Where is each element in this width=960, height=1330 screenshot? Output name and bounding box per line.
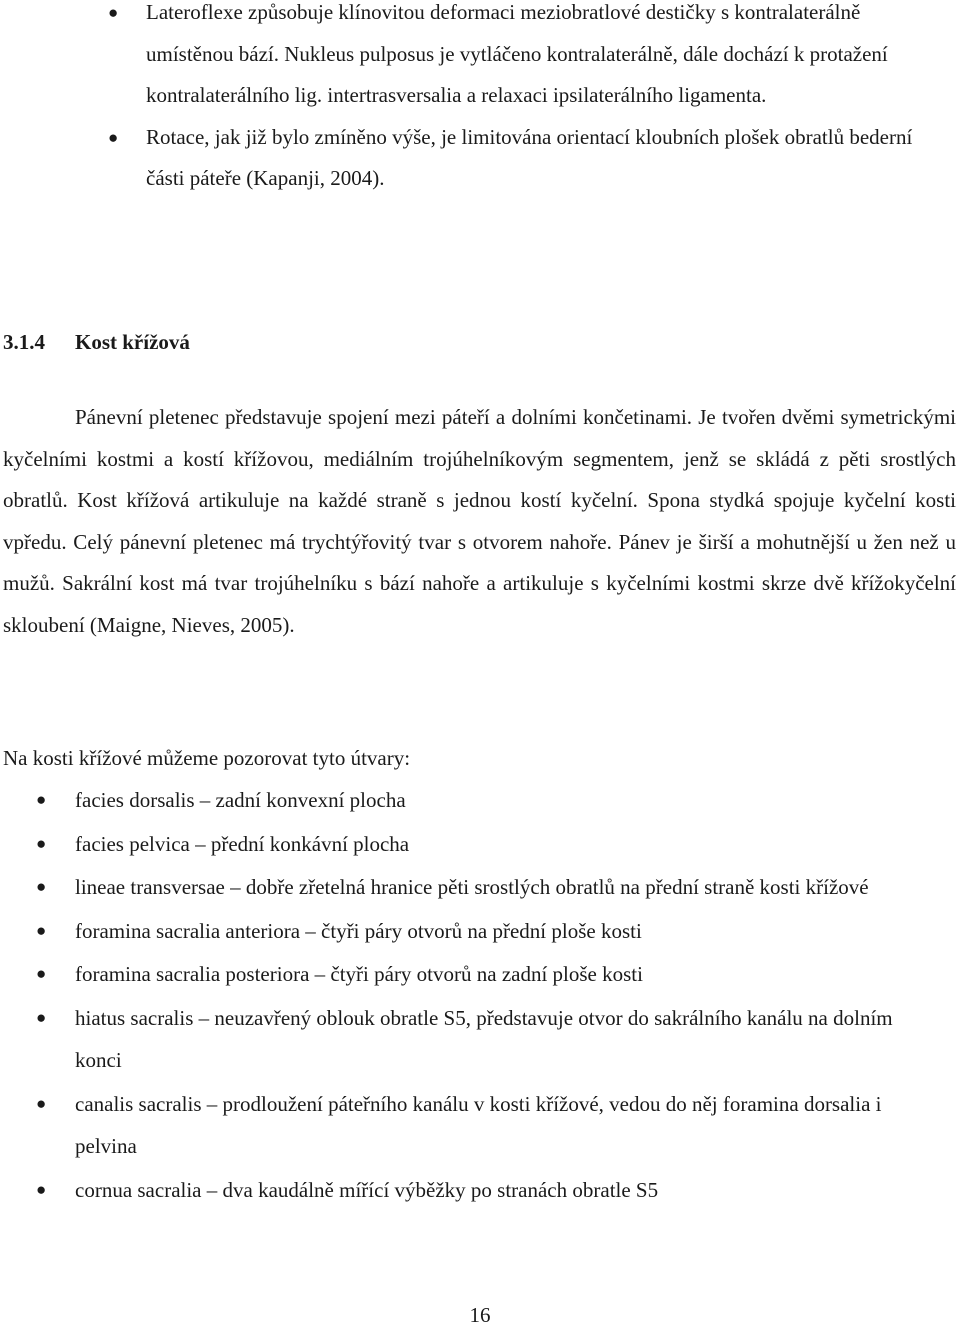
list-item-text: hiatus sacralis – neuzavřený oblouk obratle S5, představuje otvor do sakrálního kanálu na dolním konci [75, 1005, 893, 1072]
section-heading [3, 326, 190, 358]
list-item [0, 823, 960, 866]
body-paragraph: Pánevní pletenec představuje spojení mezi páteří a dolními končetinami. Je tvořen dvěmi symetrickými kyčelními kostmi a kostí křížovou, mediálním trojúhelníkovým segmentem, jenž se skládá z pěti srostlých obratlů. Kost křížová artikuluje na každé straně s jednou kostí kyčelní. Spona stydká spojuje kyčelní kosti vpředu. Celý pánevní pletenec má trychtýřovitý tvar s otvorem nahoře. Pánev je širší a mohutnější u žen než u mužů. Sakrální kost má tvar trojúhelníku s bází nahoře a artikuluje s kyčelními kostmi skrze dvě křížokyčelní skloubení (Maigne, Nieves, 2005). [3, 405, 956, 637]
sacrum-features-list [0, 779, 960, 1212]
bullet-icon: ● [36, 1007, 47, 1027]
bullet-icon: ● [36, 877, 47, 896]
section-number: 3.1.4 [3, 330, 45, 354]
bullet-icon: ● [108, 3, 119, 22]
list-item [0, 997, 960, 1082]
list-item-text: lineae transversae – dobře zřetelná hranice pěti srostlých obratlů na přední straně kosti křížové [75, 875, 869, 899]
list-item [0, 910, 960, 953]
bullet-icon: ● [36, 964, 47, 983]
list-item [0, 0, 960, 117]
list-item-text: facies pelvica – přední konkávní plocha [75, 831, 410, 856]
list-intro: Na kosti křížové můžeme pozorovat tyto útvary: [3, 746, 411, 770]
list-item [0, 953, 960, 996]
page-number: 16 [469, 1303, 491, 1327]
list-item [0, 1169, 960, 1212]
list-item-text: Rotace, jak již bylo zmíněno výše, je limitována orientací kloubních plošek obratlů bederní části páteře (Kapanji, 2004). [146, 124, 913, 190]
list-item-text: cornua sacralia – dva kaudálně mířící výběžky po stranách obratle S5 [75, 1177, 659, 1202]
bullet-icon: ● [36, 1093, 47, 1113]
list-item [0, 1083, 960, 1168]
list-item [0, 779, 960, 822]
bullet-icon: ● [36, 790, 47, 809]
list-item [0, 866, 960, 909]
list-item-text: Lateroflexe způsobuje klínovitou deformaci meziobratlové destičky s kontralaterálně umístěnou bází. Nukleus pulposus je vytláčeno kontralaterálně, dále dochází k protažení kontralaterálního lig. intertrasversalia a relaxaci ipsilaterálního ligamenta. [146, 0, 888, 107]
bullet-icon: ● [108, 127, 119, 147]
list-item-text: canalis sacralis – prodloužení páteřního kanálu v kosti křížové, vedou do něj foramina dorsalia i pelvina [75, 1091, 882, 1158]
list-item-text: facies dorsalis – zadní konvexní plocha [75, 788, 406, 812]
list-item-text: foramina sacralia anteriora – čtyři páry otvorů na přední ploše kosti [75, 918, 642, 943]
list-item [0, 117, 960, 200]
list-item-text: foramina sacralia posteriora – čtyři páry otvorů na zadní ploše kosti [75, 962, 643, 986]
bullet-icon: ● [36, 1179, 47, 1199]
bullet-icon: ● [36, 920, 47, 940]
section-title: Kost křížová [75, 330, 190, 354]
continued-bullet-list [0, 0, 960, 200]
bullet-icon: ● [36, 833, 47, 853]
